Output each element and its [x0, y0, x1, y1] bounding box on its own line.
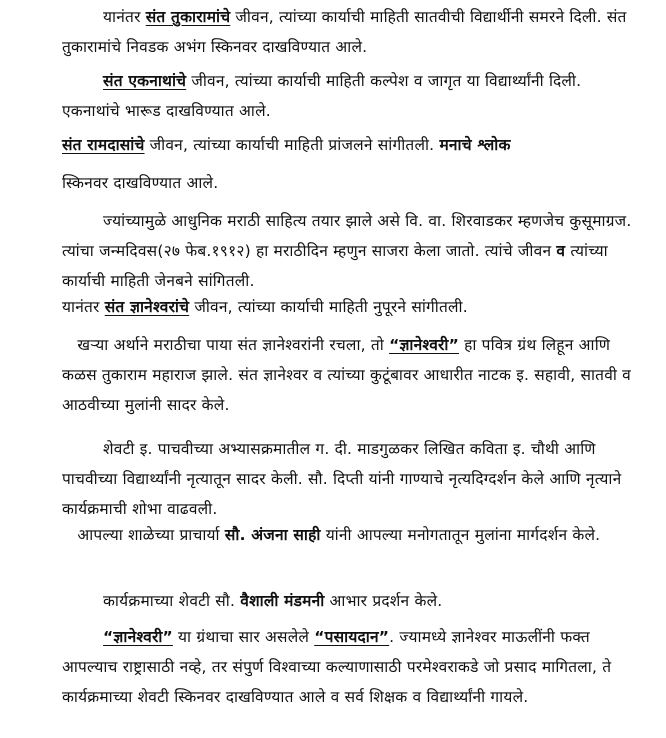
- paragraph-ramdas: [62, 130, 642, 160]
- paragraph-ramdas-cont: [62, 168, 642, 198]
- text-run: मनाचे श्लोक: [439, 136, 511, 154]
- text-run: संत ज्ञानेश्वरांचे: [104, 298, 190, 316]
- text-run: शेवटी इ. पाचवीच्या अभ्यासक्रमातील ग. दी. माडगुळकर लिखित कविता इ. चौथी आणि पाचवीच्या विद्यार्थ्यांनी नृत्यातून सादर केली. सौ. दिप्ती यांनी गाण्याचे नृत्यदिग्दर्शन केले आणि नृत्याने कार्यक्रमाची शोभा वाढवली.: [62, 440, 627, 518]
- paragraph-principal: [62, 520, 642, 550]
- text-run: . ज्यामध्ये ज्ञानेश्वर माऊलींनी फक्त आपल्याच राष्ट्रासाठी नव्हे, तर संपुर्ण विश्वाच्या कल्याणासाठी परमेश्वराकडे जो प्रसाद मागितला, ते कार्यक्रमाच्या शेवटी स्किनवर दाखविण्यात आले व सर्व शिक्षक व विद्यार्थ्यांनी गायले.: [62, 628, 617, 706]
- paragraph-eknath: [62, 66, 642, 126]
- paragraph-kusumagraj: [62, 206, 642, 296]
- text-run: आभार प्रदर्शन केले.: [324, 592, 443, 610]
- text-run: यानंतर: [62, 298, 105, 316]
- paragraph-dnyaneshwari: [62, 330, 642, 420]
- text-run: संत तुकारामांचे: [145, 8, 231, 26]
- paragraph-pasaydan: [62, 622, 642, 712]
- text-run: संत रामदासांचे: [62, 136, 145, 154]
- text-run: [62, 72, 103, 90]
- paragraph-tukaram: [62, 2, 642, 62]
- text-run: जीवन, त्यांच्या कार्याची माहिती सातवीची विद्यार्थीनी समरने दिली. संत तुकारामांचे निवडक अभंग स्किनवर दाखविण्यात आले.: [62, 8, 632, 56]
- text-run: जीवन, त्यांच्या कार्याची माहिती कल्पेश व जागृत या विद्यार्थ्यांनी दिली. एकनाथांचे भारूड दाखविण्यात आले.: [62, 72, 587, 120]
- text-run: आपल्या शाळेच्या प्राचार्या: [62, 526, 225, 544]
- text-run: त्यांच्या कार्याची माहिती जेनबने सांगितली.: [62, 242, 613, 290]
- text-run: हा पवित्र ग्रंथ लिहून आणि कळस तुकाराम महाराज झाले. संत ज्ञानेश्वर व त्यांच्या कुटूंबावर आधारीत नाटक इ. सहावी, सातवी व आठवीच्या मुलांनी सादर केले.: [62, 336, 637, 414]
- text-run: खऱ्या अर्थाने मराठीचा पाया संत ज्ञानेश्वरांनी रचला, तो: [62, 336, 390, 354]
- text-run: कार्यक्रमाच्या शेवटी सौ.: [62, 592, 241, 610]
- text-run: यांनी आपल्या मनोगतातून मुलांना मार्गदर्शन केले.: [320, 526, 601, 544]
- text-run: संत एकनाथांचे: [103, 72, 187, 90]
- text-run: वैशाली मंडमनी: [240, 592, 325, 610]
- text-run: “ज्ञानेश्वरी”: [103, 628, 173, 646]
- text-run: यानंतर: [62, 8, 146, 26]
- text-run: ज्यांच्यामुळे आधुनिक मराठी साहित्य तयार झाले असे वि. वा. शिरवाडकर म्हणजेच कुसूमाग्रज. त्यांचा जन्मदिवस(२७ फेब.१९१२) हा मराठीदिन म्हणुन साजरा केला जातो. त्यांचे जीवन: [62, 212, 637, 260]
- paragraph-dance: [62, 434, 642, 524]
- text-run: जीवन, त्यांच्या कार्याची माहिती नुपूरने सांगीतली.: [189, 298, 468, 316]
- text-run: सौ. अंजना साही: [224, 526, 321, 544]
- paragraph-dnyaneshwar: [62, 292, 642, 322]
- paragraph-vote-of-thanks: [62, 586, 642, 616]
- text-run: स्किनवर दाखविण्यात आले.: [62, 174, 219, 192]
- text-run: “ज्ञानेश्वरी”: [389, 336, 459, 354]
- text-run: “पसायदान”: [314, 628, 390, 646]
- text-run: जीवन, त्यांच्या कार्याची माहिती प्रांजलने सांगीतली.: [144, 136, 440, 154]
- text-run: या ग्रंथाचा सार असलेले: [172, 628, 315, 646]
- text-run: [62, 628, 103, 646]
- text-run: व: [556, 242, 566, 260]
